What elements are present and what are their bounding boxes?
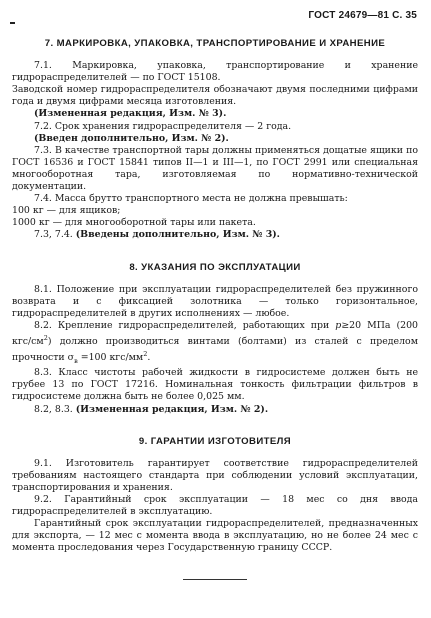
- paragraph-8-2: [12, 320, 418, 367]
- paragraph-9-2: 9.2. Гарантийный срок эксплуатации — 18 мес со дня ввода гидрораспределителей в эксплуатацию.: [12, 494, 418, 518]
- amendment-note-3-text: (Введены дополнительно, Изм. № 3).: [75, 229, 280, 241]
- paragraph-8-2-bolts: ) должно производиться винтами (болтами) из сталей с пределом прочности σ: [12, 336, 418, 364]
- paragraph-8-2-pressure: ≥20 МПа (200 кгс/см: [12, 319, 419, 348]
- paragraph-7-4: 7.4. Масса брутто транспортного места не должна превышать:: [34, 193, 348, 205]
- pressure-symbol: p: [335, 319, 342, 331]
- paragraph-7-3: 7.3. В качестве транспортной тары должны применяться дощатые ящики по ГОСТ 16536 и ГОСТ 15841 типов II—1 и III—1, по ГОСТ 2991 или специальная многооборотная тара, изготовляемая по нормативно-технической документации.: [12, 144, 418, 193]
- amendment-note-1: (Измененная редакция, Изм. № 3).: [34, 108, 227, 120]
- amendment-note-3-prefix: 7.3, 7.4.: [34, 229, 73, 241]
- amendment-note-3: [12, 229, 418, 241]
- paragraph-7-2: 7.2. Срок хранения гидрораспределителя — 2 года.: [34, 120, 292, 132]
- paragraph-8-2-dot: .: [147, 352, 151, 364]
- amendment-note-2: (Введен дополнительно, Изм. № 2).: [34, 132, 229, 144]
- paragraph-8-1: 8.1. Положение при эксплуатации гидрораспределителей без пружинного возврата и с фиксацией золотника — только горизонтальное, гидрораспределителей в других исполнениях — любое.: [12, 283, 418, 319]
- paragraph-8-2-strength: =100 кгс/мм: [77, 352, 144, 364]
- document-body: [12, 38, 418, 580]
- paragraph-9-2-export: Гарантийный срок эксплуатации гидрораспределителей, предназначенных для экспорта, — 12 мес с момента ввода в эксплуатацию, но не более 24 мес с момента проследования через Государственную границу СССР.: [12, 518, 418, 554]
- amendment-note-4-text: (Измененная редакция, Изм. № 2).: [75, 403, 269, 415]
- page-header: ГОСТ 24679—81 С. 35: [308, 10, 417, 21]
- paragraph-8-2-start: 8.2. Крепление гидрораспределителей, работающих при: [34, 319, 330, 331]
- section-7-title: 7. МАРКИРОВКА, УПАКОВКА, ТРАНСПОРТИРОВАНИЕ И ХРАНЕНИЕ: [44, 38, 386, 49]
- superscript-2: 2: [43, 333, 48, 342]
- paragraph-7-4-boxes: 100 кг — для ящиков;: [12, 205, 121, 217]
- section-8-title: 8. УКАЗАНИЯ ПО ЭКСПЛУАТАЦИИ: [129, 261, 301, 273]
- paragraph-9-1: 9.1. Изготовитель гарантирует соответствие гидрораспределителей требованиям настоящего стандарта при соблюдении условий эксплуатации, транспортирования и хранения.: [12, 457, 418, 493]
- section-9-title: 9. ГАРАНТИИ ИЗГОТОВИТЕЛЯ: [138, 435, 292, 447]
- superscript-2b: 2: [143, 350, 148, 359]
- margin-mark: [10, 22, 15, 24]
- paragraph-7-4-containers: 1000 кг — для многооборотной тары или пакета.: [12, 217, 256, 229]
- paragraph-7-1-serial: Заводской номер гидрораспределителя обозначают двумя последними цифрами года и двумя цифрами месяца изготовления.: [12, 84, 418, 108]
- paragraph-8-3: 8.3. Класс чистоты рабочей жидкости в гидросистеме должен быть не грубее 13 по ГОСТ 17216. Номинальная тонкость фильтрации фильтров в гидросистеме должна быть не более 0,025 мм.: [12, 367, 418, 403]
- amendment-note-4-prefix: 8.2, 8.3.: [34, 403, 73, 415]
- sigma-subscript: в: [74, 357, 78, 366]
- amendment-note-4: [12, 404, 418, 416]
- paragraph-7-1: 7.1. Маркировка, упаковка, транспортирование и хранение гидрораспределителей — по ГОСТ 15108.: [12, 60, 418, 84]
- end-rule: [183, 579, 247, 580]
